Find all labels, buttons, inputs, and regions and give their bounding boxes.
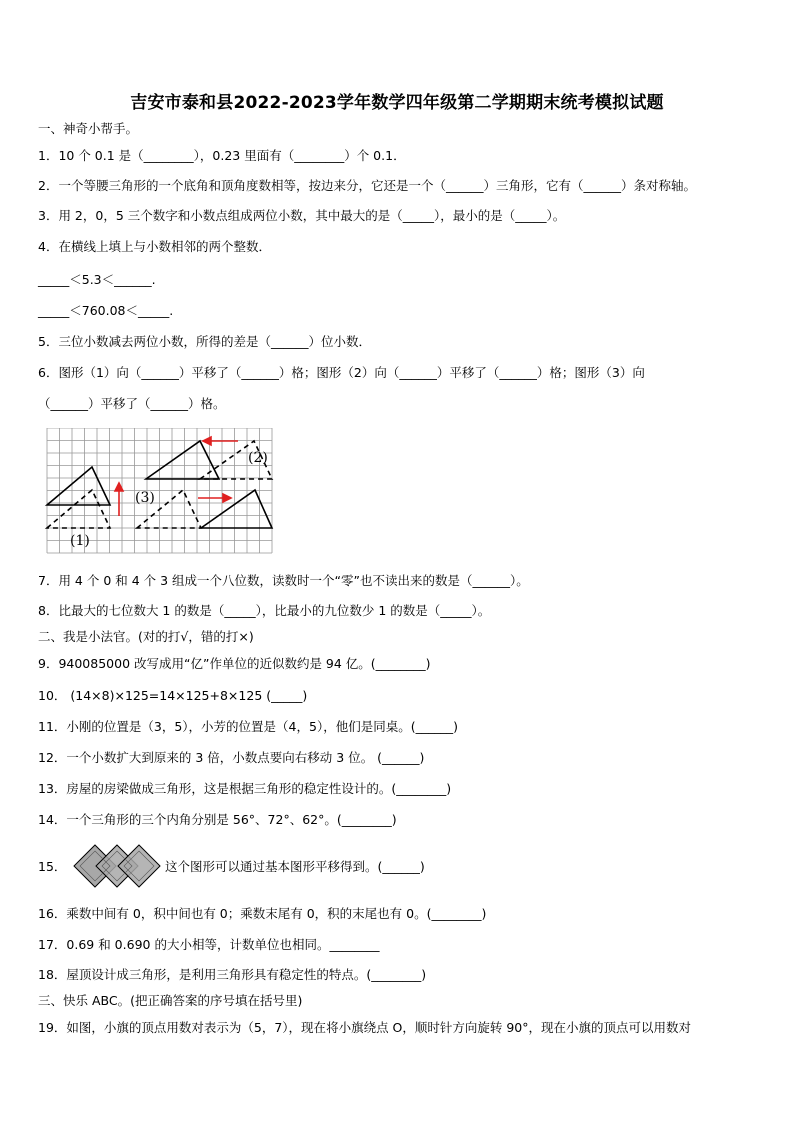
question-1: 1．10 个 0.1 是（________），0.23 里面有（________）个 0.1． [38,148,406,163]
page-title: 吉安市泰和县2022-2023学年数学四年级第二学期期末统考模拟试题 [130,93,664,113]
question-4-blank-b: _____＜760.08＜_____. [38,303,174,318]
shape-3-label: (3) [135,490,155,506]
question-15-number: 15． [38,859,67,874]
question-10: 10． (14×8)×125=14×125+8×125 (_____) [38,688,308,703]
question-15-text: 这个图形可以通过基本图形平移得到。(______) [165,859,425,874]
question-3: 3．用 2，0，5 三个数字和小数点组成两位小数，其中最大的是（_____），最小的是（_____）。 [38,208,566,223]
question-8: 8．比最大的七位数大 1 的数是（_____），比最小的九位数少 1 的数是（_____）。 [38,603,491,618]
triangle-1-solid [47,467,110,505]
question-6: 6．图形（1）向（______）平移了（______）格；图形（2）向（______）平移了（______）格；图形（3）向 [38,365,645,380]
question-13: 13．房屋的房梁做成三角形，这是根据三角形的稳定性设计的。(________) [38,781,452,796]
triangle-1-dashed [47,490,110,528]
question-4-blank-a: _____＜5.3＜______. [38,272,156,287]
diamond-pattern-figure [72,843,162,889]
question-9: 9．940085000 改写成用“亿”作单位的近似数约是 94 亿。(________) [38,656,431,671]
question-11: 11．小刚的位置是（3，5），小芳的位置是（4，5），他们是同桌。(______) [38,719,458,734]
question-17: 17．0.69 和 0.690 的大小相等，计数单位也相同。________ [38,937,380,952]
question-18: 18．屋顶设计成三角形，是利用三角形具有稳定性的特点。(________) [38,967,427,982]
shape-2-label: (2) [248,450,268,466]
section-3-heading: 三、快乐 ABC。(把正确答案的序号填在括号里) [38,993,303,1008]
question-2: 2．一个等腰三角形的一个底角和顶角度数相等，按边来分，它还是一个（______）三角形，它有（______）条对称轴。 [38,178,696,193]
question-16: 16．乘数中间有 0，积中间也有 0；乘数末尾有 0，积的末尾也有 0。(________) [38,906,487,921]
question-14: 14．一个三角形的三个内角分别是 56°、72°、62°。(________) [38,812,397,827]
section-1-heading: 一、神奇小帮手。 [38,121,139,136]
question-12: 12．一个小数扩大到原来的 3 倍，小数点要向右移动 3 位。 (______) [38,750,425,765]
question-6-cont: （______）平移了（______）格。 [38,396,226,411]
question-5: 5．三位小数减去两位小数，所得的差是（______）位小数． [38,334,371,349]
triangle-3-solid [201,490,272,528]
shape-1-label: (1) [70,533,90,549]
section-2-heading: 二、我是小法官。(对的打√，错的打×) [38,629,254,644]
question-19: 19．如图，小旗的顶点用数对表示为（5，7），现在将小旗绕点 O，顺时针方向旋转 90°，现在小旗的顶点可以用数对 [38,1020,692,1035]
question-7: 7．用 4 个 0 和 4 个 3 组成一个八位数，读数时一个“零”也不读出来的数是（______）。 [38,573,529,588]
translation-grid-figure [44,428,274,554]
question-4: 4．在横线上填上与小数相邻的两个整数． [38,239,271,254]
